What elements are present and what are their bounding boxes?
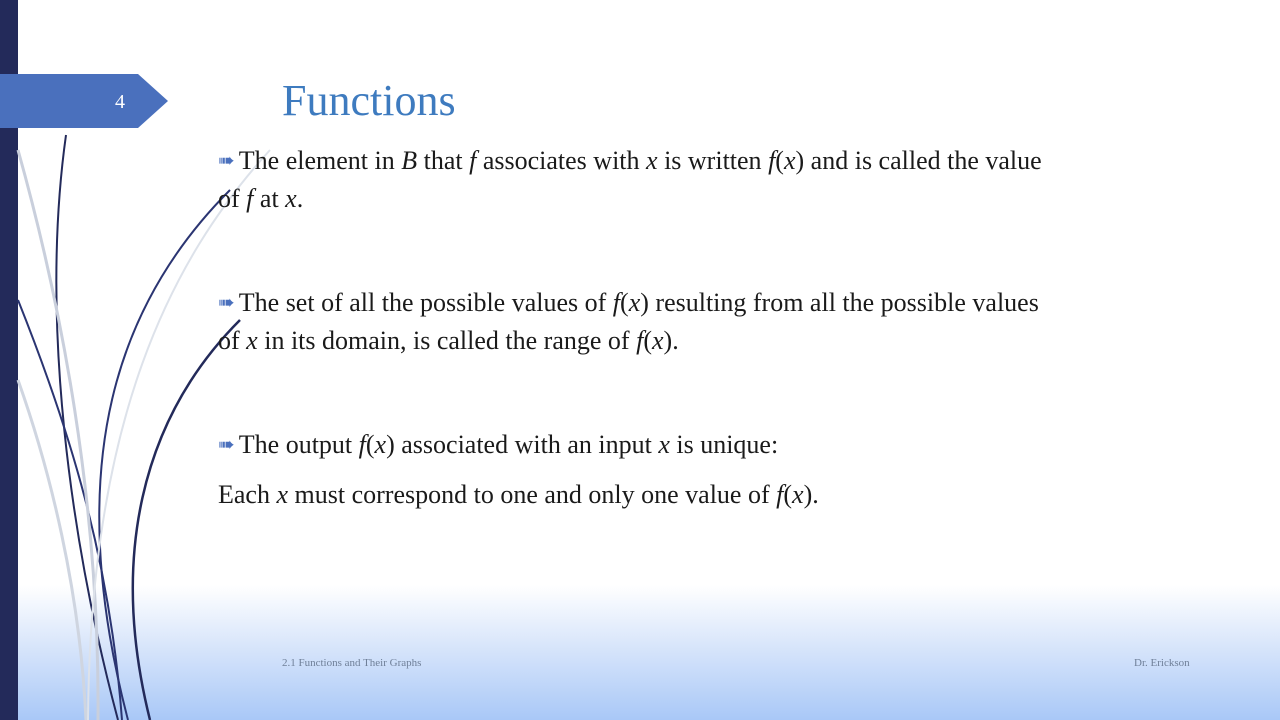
footer-author: Dr. Erickson bbox=[1134, 657, 1190, 669]
footer-course-title: 2.1 Functions and Their Graphs bbox=[282, 657, 422, 669]
arrow-bullet-icon: ➠ bbox=[218, 150, 235, 172]
plain-text-line: Each x must correspond to one and only one value of f(x). bbox=[218, 480, 819, 509]
page-number-tab bbox=[0, 74, 168, 128]
slide-title: Functions bbox=[282, 76, 456, 125]
bullet-paragraph-2: ➠ The set of all the possible values of f(x) resulting from all the possible values of x in its domain, is called the range of f(x). bbox=[218, 284, 1048, 360]
bullet-paragraph-1: ➠ The element in B that f associates with x is written f(x) and is called the value of f at x. bbox=[218, 142, 1048, 218]
bullet-paragraph-3: ➠ The output f(x) associated with an input x is unique: bbox=[218, 426, 1048, 464]
page-number: 4 bbox=[115, 91, 125, 113]
slide-body bbox=[218, 142, 1048, 514]
arrow-bullet-icon: ➠ bbox=[218, 434, 235, 456]
arrow-bullet-icon: ➠ bbox=[218, 292, 235, 314]
